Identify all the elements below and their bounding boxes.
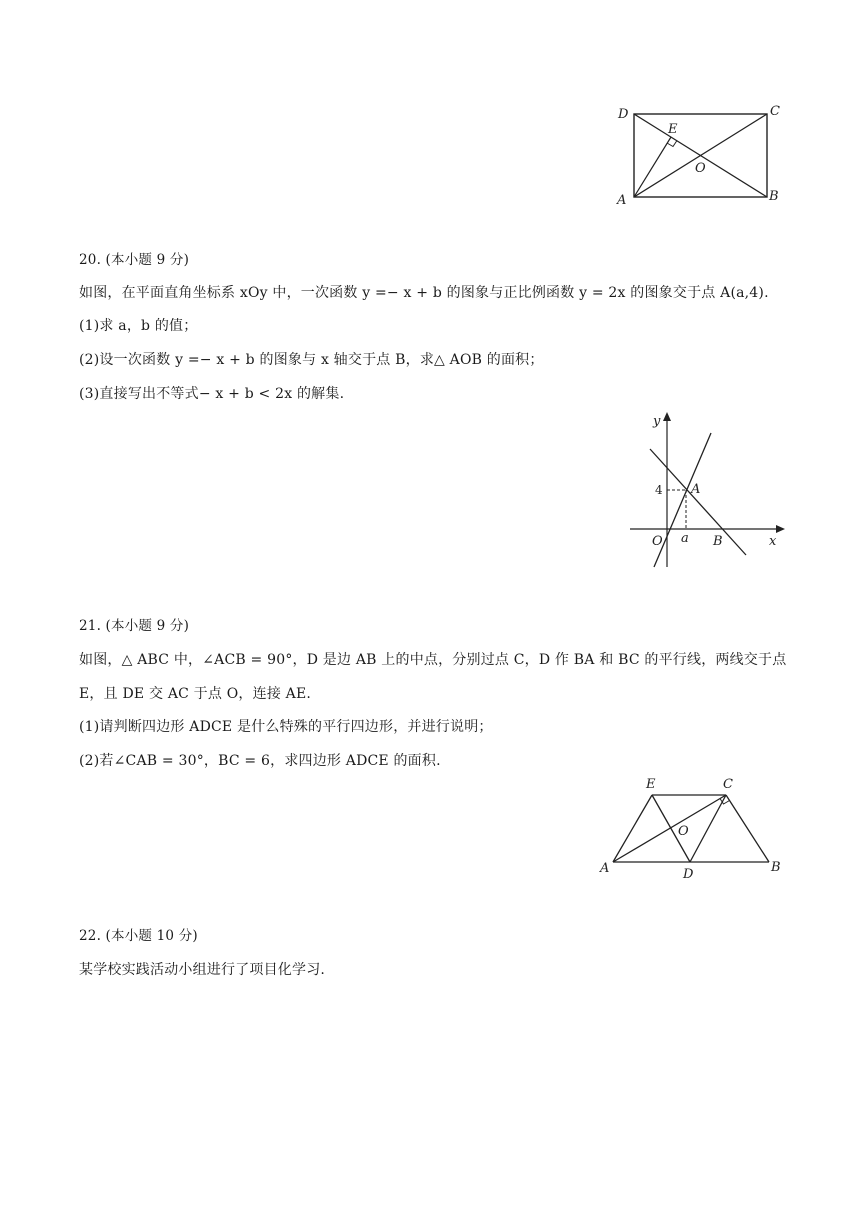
label-b: B bbox=[769, 189, 779, 204]
rectangle-abcd-svg bbox=[610, 100, 790, 210]
label-a: A bbox=[600, 861, 610, 876]
label-e: E bbox=[646, 777, 656, 792]
label-d: D bbox=[618, 107, 629, 122]
q20-heading: 20. (本小题 9 分) bbox=[79, 252, 190, 268]
q22-line-1: 某学校实践活动小组进行了项目化学习. bbox=[79, 962, 326, 978]
coordinate-svg bbox=[625, 405, 795, 575]
coordinate-figure bbox=[625, 405, 795, 575]
label-point-b: B bbox=[713, 534, 723, 549]
label-c: C bbox=[770, 104, 780, 119]
q20-line-2: (1)求 a，b 的值； bbox=[79, 318, 198, 334]
q20-line-3: (2)设一次函数 y =− x + b 的图象与 x 轴交于点 B，求△ AOB 的面积； bbox=[79, 352, 544, 368]
segment-cb bbox=[726, 795, 769, 862]
label-c: C bbox=[723, 777, 733, 792]
label-point-a: A bbox=[691, 482, 701, 497]
q22-heading: 22. (本小题 10 分) bbox=[79, 928, 198, 944]
label-a: A bbox=[617, 193, 627, 208]
triangle-rhombus-figure bbox=[598, 772, 788, 884]
label-o: O bbox=[695, 161, 706, 176]
q21-line-3: (1)请判断四边形 ADCE 是什么特殊的平行四边形，并进行说明； bbox=[79, 719, 493, 735]
segment-ae bbox=[634, 137, 671, 197]
label-d: D bbox=[683, 867, 694, 882]
label-a-value: a bbox=[681, 531, 689, 546]
label-b: B bbox=[771, 860, 781, 875]
q21-heading: 21. (本小题 9 分) bbox=[79, 618, 190, 634]
x-axis-arrow bbox=[776, 525, 785, 533]
label-four: 4 bbox=[655, 483, 663, 497]
label-x-axis: x bbox=[769, 534, 777, 549]
q20-line-1: 如图，在平面直角坐标系 xOy 中，一次函数 y =− x + b 的图象与正比例函数 y = 2x 的图象交于点 A(a,4). bbox=[79, 285, 769, 301]
rectangle-abcd-figure bbox=[610, 100, 790, 210]
q21-line-2: E，且 DE 交 AC 于点 O，连接 AE. bbox=[79, 686, 312, 702]
q21-line-1: 如图，△ ABC 中，∠ACB = 90°，D 是边 AB 上的中点，分别过点 C，D 作 BA 和 BC 的平行线，两线交于点 bbox=[79, 652, 787, 668]
q21-line-4: (2)若∠CAB = 30°，BC = 6，求四边形 ADCE 的面积. bbox=[79, 753, 441, 769]
label-origin: O bbox=[652, 534, 663, 549]
q20-line-4: (3)直接写出不等式− x + b < 2x 的解集. bbox=[79, 386, 345, 402]
label-y-axis: y bbox=[653, 414, 661, 429]
label-e: E bbox=[668, 122, 678, 137]
segment-ae bbox=[613, 795, 652, 862]
label-o: O bbox=[678, 824, 689, 839]
segment-ac bbox=[613, 795, 726, 862]
y-axis-arrow bbox=[663, 412, 671, 421]
triangle-rhombus-svg bbox=[598, 772, 788, 884]
